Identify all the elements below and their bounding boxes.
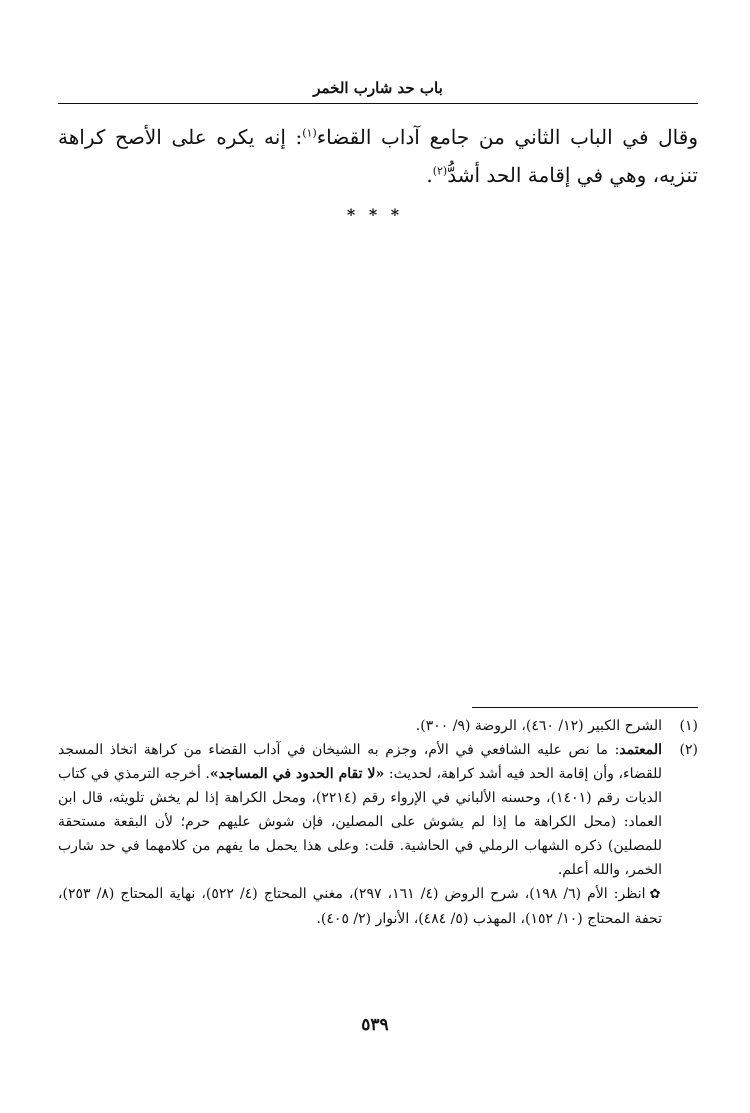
footnote-ref-2[interactable]: (٢) (432, 164, 448, 178)
main-paragraph-part2: : إنه يكره على الأصح كراهة تنزيه، وهي في إقامة الحد أشدُّ (58, 125, 698, 187)
main-paragraph-part1: وقال في الباب الثاني من جامع آداب القضاء (316, 125, 698, 149)
main-paragraph (58, 118, 698, 194)
footnote-text-b: . أخرجه الترمذي في كتاب الديات رقم (١٤٠١)، وحسنه الألباني في الإرواء رقم (٢٢١٤)، ومحل الكراهة إذا لم يخش تلويثه، قال ابن العماد: (محل الكراهة ما إذا لم يشوش على المصلين، فإن شوش عليهم حرم؛ لأن البقعة مستحقة للمصلين) ذكره الشهاب الرملي في الحاشية. قلت: وعلى هذا يحمل ما يفهم من كلامهما في حد شارب الخمر، والله أعلم. (58, 766, 662, 878)
running-header: باب حد شارب الخمر (313, 79, 443, 97)
footnote-1 (58, 714, 698, 738)
footnote-number: (٢) (679, 742, 698, 758)
footnote-text: الشرح الكبير (١٢/ ٤٦٠)، الروضة (٩/ ٣٠٠). (415, 718, 662, 734)
main-text (58, 118, 698, 194)
footnote-rule (472, 707, 698, 708)
footnote-number: (١) (679, 718, 698, 734)
footnote-ref-1[interactable]: (١) (302, 126, 317, 140)
footnote-text-a: : ما نص عليه الشافعي في الأم، وجزم به الشيخان في آداب القضاء من كراهة اتخاذ المسجد للقضاء، وأن إقامة الحد فيه أشد كراهة، لحديث: (58, 742, 662, 782)
page-number: ٥٣٩ (361, 1015, 389, 1035)
footnote-body (58, 738, 662, 931)
footnote-2 (58, 738, 698, 931)
footnote-label: المعتمد (619, 742, 662, 758)
footnotes (58, 714, 698, 931)
header-rule (58, 103, 698, 104)
main-paragraph-part3: . (426, 163, 433, 187)
hadith-quote: «لا تقام الحدود في المساجد» (209, 766, 385, 782)
footnote-body (58, 714, 662, 738)
flower-icon: ✿ (649, 887, 663, 902)
section-break: * * * (346, 205, 404, 224)
footnote-sources: انظر: الأم (٦/ ١٩٨)، شرح الروض (٤/ ١٦١، ٢٩٧)، مغني المحتاج (٤/ ٥٢٢)، نهاية المحتاج (٨/ ٢٥٣)، تحفة المحتاج (١٠/ ١٥٢)، المهذب (٥/ ٤٨٤)، الأنوار (٢/ ٤٠٥). (58, 886, 662, 927)
